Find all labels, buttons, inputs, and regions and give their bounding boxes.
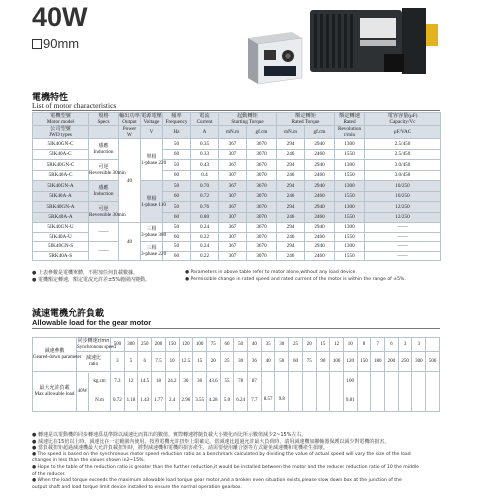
value-cell: 0.24 xyxy=(191,242,219,252)
value-cell: 3670 xyxy=(247,223,277,233)
square-icon xyxy=(32,39,42,49)
ratio-cell: 12.5 xyxy=(179,352,193,372)
note: ● 當負載扭矩超過減速機最大允許負載扭矩時，將對減速機和電機的損害產生，請需要使用離合器等方式避免減速機和電機產生損壞。 xyxy=(32,445,328,452)
value-cell: 60 xyxy=(163,170,191,181)
divider xyxy=(32,110,440,111)
value-cell: 12/250 xyxy=(365,202,441,213)
value-cell: 3070 xyxy=(247,232,277,242)
value-cell: 294 xyxy=(277,139,305,150)
load-label-cell: 最大允許負載 Max allowable load xyxy=(33,372,77,412)
value-cell: 307 xyxy=(219,251,247,261)
value-cell: 0.43 xyxy=(191,160,219,171)
value-cell: 1300 xyxy=(335,202,365,213)
model-cell: 5IK40GN-U xyxy=(33,223,89,233)
ratio-label-cell: 減速比 ratio xyxy=(77,352,111,372)
header-cell: gf.cm xyxy=(247,126,277,139)
load-cell: 24.2 2.4 xyxy=(165,372,179,412)
model-cell: 5IK40A-C xyxy=(33,149,89,160)
value-cell: 50 xyxy=(163,223,191,233)
value-cell: 10/250 xyxy=(365,191,441,202)
value-cell: —— xyxy=(365,242,441,252)
value-cell: 2940 xyxy=(305,181,335,192)
value-cell: 1550 xyxy=(335,191,365,202)
value-cell: 3670 xyxy=(247,202,277,213)
value-cell: 307 xyxy=(219,232,247,242)
value-cell: 294 xyxy=(277,202,305,213)
notes-allowable-load xyxy=(32,432,457,491)
load-cell xyxy=(371,372,385,412)
value-cell: 2.5/450 xyxy=(365,139,441,150)
ratio-cell: 25 xyxy=(220,352,234,372)
value-cell: 294 xyxy=(277,223,305,233)
value-cell: 2460 xyxy=(305,232,335,242)
header-cell: μF/VAC xyxy=(365,126,441,139)
value-cell: 3.0/450 xyxy=(365,170,441,181)
value-cell: 0.4 xyxy=(191,170,219,181)
power-unit-cell xyxy=(77,372,111,412)
header-cell: 電源電壓 Voltage xyxy=(141,113,162,125)
table-row xyxy=(33,181,441,192)
sync-speed-cell: 40 xyxy=(248,338,262,352)
value-cell: 2.5/450 xyxy=(365,149,441,160)
unit-kgcm: kg.cm xyxy=(93,379,106,384)
sync-speed-cell: 10 xyxy=(343,338,357,352)
ratio-cell: 500 xyxy=(426,352,440,372)
load-cell: 78 6.24 xyxy=(234,372,248,412)
table-row xyxy=(33,242,441,252)
header-cell: V xyxy=(141,126,163,139)
model-cell: 5RK40A-C xyxy=(33,170,89,181)
ratio-cell: 10 xyxy=(165,352,179,372)
value-cell: 60 xyxy=(163,251,191,261)
value-cell: 367 xyxy=(219,160,247,171)
note: of the reducer. xyxy=(32,471,66,477)
value-cell: 0.33 xyxy=(191,149,219,160)
load-cell xyxy=(302,372,316,412)
value-cell: —— xyxy=(365,232,441,242)
value-cell: 246 xyxy=(277,251,305,261)
value-cell: 294 xyxy=(277,181,305,192)
value-cell: 3070 xyxy=(247,191,277,202)
value-cell: 367 xyxy=(219,139,247,150)
load-cell: 14.5 1.43 xyxy=(138,372,152,412)
value-cell: 367 xyxy=(219,242,247,252)
load-cell: 12 1.18 xyxy=(124,372,138,412)
sync-speed-cell: 150 xyxy=(165,338,179,352)
ratio-cell: 150 xyxy=(357,352,371,372)
ratio-cell: 250 xyxy=(398,352,412,372)
sync-speed-cell: 20 xyxy=(302,338,316,352)
load-cell: 30 2.96 xyxy=(179,372,193,412)
value-cell: 246 xyxy=(277,191,305,202)
value-cell: 0.80 xyxy=(191,212,219,223)
sync-speed-cell: 30 xyxy=(275,338,289,352)
note: changes in less than the values shown in2~15%. xyxy=(32,458,145,464)
value-cell: 0.24 xyxy=(191,223,219,233)
value-cell: 60 xyxy=(163,212,191,223)
value-cell: 1300 xyxy=(335,181,365,192)
ratio-cell: 120 xyxy=(343,352,357,372)
ratio-cell: 300 xyxy=(412,352,426,372)
speed-controller-image xyxy=(248,32,302,84)
value-cell: 0.22 xyxy=(191,251,219,261)
sync-speed-cell: 300 xyxy=(124,338,138,352)
sync-speed-cell: 500 xyxy=(111,338,125,352)
value-cell: 246 xyxy=(277,170,305,181)
spec-cell: 可逆 Reversible 30min xyxy=(89,160,119,181)
value-cell: 2460 xyxy=(305,170,335,181)
value-cell: 294 xyxy=(277,242,305,252)
spec-cell: 感應 Induction xyxy=(89,181,119,202)
sync-speed-cell xyxy=(426,338,440,352)
header-cell: 公司型號 JWD types xyxy=(33,126,89,139)
header-cell: Hz xyxy=(163,126,191,139)
header-cell: mN.m xyxy=(219,126,247,139)
header-cell: mN.m xyxy=(277,126,305,139)
value-cell: 0.72 xyxy=(191,191,219,202)
value-cell: 50 xyxy=(163,160,191,171)
ratio-cell: 40 xyxy=(261,352,275,372)
value-cell: 246 xyxy=(277,212,305,223)
output-power-cell: 40 xyxy=(119,139,141,223)
spec-cell: —— xyxy=(89,223,119,242)
ratio-cell: 3 xyxy=(111,352,125,372)
header-cell: Power W xyxy=(119,126,141,139)
value-cell: 0.76 xyxy=(191,202,219,213)
model-cell: 5IK40A-U xyxy=(33,232,89,242)
load-cell: 87 7.7 xyxy=(248,372,262,412)
allowable-load-table xyxy=(32,337,440,412)
geared-label-cell: 減速參數 Geared-down parameter xyxy=(33,338,77,372)
load-cell: 8.57 xyxy=(261,372,275,412)
header-cell: 起動轉矩 Starting Torque xyxy=(219,113,277,126)
page-title: 40W xyxy=(32,2,88,32)
model-cell: 5IK40GN-A xyxy=(33,181,89,192)
value-cell: 246 xyxy=(277,149,305,160)
section-subtitle-allowable-load: Allowable load for the gear motor xyxy=(32,318,152,327)
value-cell: 1300 xyxy=(335,242,365,252)
ratio-cell: 100 xyxy=(330,352,344,372)
sync-speed-cell: 15 xyxy=(316,338,330,352)
motor-characteristics-table xyxy=(32,112,441,261)
ratio-cell: 60 xyxy=(289,352,303,372)
note: ● Hope to the table of the reduction ratio is greater than the further reduction,it would be installed between the motor and the reducer reduction ratio of 10 the middle xyxy=(32,464,419,470)
value-cell: 2940 xyxy=(305,223,335,233)
load-cell xyxy=(412,372,426,412)
ratio-cell: 50 xyxy=(275,352,289,372)
header-cell: A xyxy=(191,126,219,139)
sync-speed-cell: 100 xyxy=(193,338,207,352)
value-cell: 1300 xyxy=(335,160,365,171)
header-cell: 輸出功率 Output xyxy=(119,113,140,125)
voltage-cell: 單相 1-phase 220 xyxy=(141,139,163,181)
value-cell: 12/250 xyxy=(365,212,441,223)
sync-speed-cell: 75 xyxy=(206,338,220,352)
ratio-cell: 90 xyxy=(316,352,330,372)
note: ● The speed is based on the synchronous motor speed reduction ratio as a benchmark calculated by dividing the value of actual speed will vary the size of the load xyxy=(32,451,411,457)
table-row xyxy=(33,139,441,150)
gear-motor-image xyxy=(310,8,438,74)
ratio-cell: 7.5 xyxy=(152,352,166,372)
header-cell: 規格 Specs xyxy=(89,113,119,126)
ratio-cell: 20 xyxy=(206,352,220,372)
sync-speed-cell: 50 xyxy=(234,338,248,352)
model-cell: 5RK40GN-C xyxy=(33,160,89,171)
note: ● 上表參數是電機單體，不附加任何負載數據。 xyxy=(32,270,138,276)
value-cell: 3.0/450 xyxy=(365,160,441,171)
load-cell: 100 9.81 xyxy=(343,372,357,412)
sync-speed-cell: 60 xyxy=(220,338,234,352)
header-cell: 頻率 Frequency xyxy=(163,113,191,126)
value-cell: 1550 xyxy=(335,149,365,160)
ratio-cell: 15 xyxy=(193,352,207,372)
header-cell: 額定轉速 Rated xyxy=(335,113,365,126)
motor-product-image xyxy=(240,4,440,88)
table-row xyxy=(33,202,441,213)
model-cell: 5RK40A-S xyxy=(33,251,89,261)
voltage-cell: 三相 3-phase 220 xyxy=(141,242,163,261)
value-cell: 3670 xyxy=(247,181,277,192)
note: ● 減速比在15倍以上時，減速比在一定範圍內使用，按照電機允許扭矩上限確定。當減速比超過允許最大負荷時，請用減速機加聯軸器保護以減少對電機的損害。 xyxy=(32,438,390,445)
model-cell: 5RK40A-A xyxy=(33,212,89,223)
voltage-cell: 單相 1-phase 110 xyxy=(141,181,163,223)
value-cell: 2940 xyxy=(305,202,335,213)
value-cell: 1550 xyxy=(335,232,365,242)
value-cell: 3070 xyxy=(247,251,277,261)
value-cell: 246 xyxy=(277,232,305,242)
header-cell: gf.cm xyxy=(305,126,335,139)
section-title-motor-characteristics: 電機特性 xyxy=(32,92,69,102)
table-row xyxy=(33,160,441,171)
sync-speed-cell: 35 xyxy=(261,338,275,352)
spec-cell: 可逆 Reversible 30min xyxy=(89,202,119,223)
ratio-cell: 75 xyxy=(302,352,316,372)
ratio-cell: 36 xyxy=(248,352,262,372)
value-cell: 60 xyxy=(163,232,191,242)
load-cell xyxy=(385,372,399,412)
sync-label-cell: 同步轉速r/mn Synchronous speed xyxy=(77,338,116,350)
value-cell: 1300 xyxy=(335,139,365,150)
value-cell: 10/250 xyxy=(365,181,441,192)
value-cell: 2940 xyxy=(305,160,335,171)
sync-speed-cell: 6 xyxy=(385,338,399,352)
value-cell: 2460 xyxy=(305,149,335,160)
value-cell: 367 xyxy=(219,202,247,213)
note: ● Parameters in above table refer to motor alone,without any load device. xyxy=(185,270,357,275)
model-cell: 5IK40A-A xyxy=(33,191,89,202)
value-cell: 2460 xyxy=(305,212,335,223)
value-cell: 50 xyxy=(163,242,191,252)
value-cell: 367 xyxy=(219,223,247,233)
value-cell: 2460 xyxy=(305,251,335,261)
power-cell: 40W xyxy=(77,373,89,411)
section-title-allowable-load: 減速電機允許負載 xyxy=(32,308,105,318)
value-cell: 307 xyxy=(219,191,247,202)
load-cell: 36 3.55 xyxy=(193,372,207,412)
load-cell xyxy=(316,372,330,412)
load-cell: 55 5.0 xyxy=(220,372,234,412)
sync-speed-cell: 3 xyxy=(398,338,412,352)
value-cell: 307 xyxy=(219,149,247,160)
ratio-cell: 6 xyxy=(138,352,152,372)
sync-speed-cell: 250 xyxy=(138,338,152,352)
shaft-size-value: 90mm xyxy=(43,36,80,51)
load-cell: 18 1.77 xyxy=(152,372,166,412)
value-cell: 50 xyxy=(163,202,191,213)
sync-speed-cell: 8 xyxy=(357,338,371,352)
value-cell: 50 xyxy=(163,181,191,192)
load-cell: 7.3 0.72 xyxy=(111,372,125,412)
load-cell xyxy=(289,372,303,412)
header-cell xyxy=(89,126,119,139)
divider xyxy=(32,328,440,329)
value-cell: 3070 xyxy=(247,170,277,181)
note: ● When the load torque exceeds the maximum allowable load torque gear motor,and a broken even situation exists,please slow down box at the junction of the xyxy=(32,478,402,484)
ratio-cell: 200 xyxy=(385,352,399,372)
model-cell: 5IK40GN-C xyxy=(33,139,89,150)
load-cell: 9.8 xyxy=(275,372,289,412)
output-power-cell: 40 xyxy=(119,223,141,261)
value-cell: 294 xyxy=(277,160,305,171)
load-cell xyxy=(398,372,412,412)
spec-cell: 感應 Induction xyxy=(89,139,119,160)
ratio-cell: 5 xyxy=(124,352,138,372)
header-cell: 電機型號 Motor model xyxy=(33,113,89,126)
value-cell: 1300 xyxy=(335,223,365,233)
sync-speed-cell: 12 xyxy=(330,338,344,352)
value-cell: 2940 xyxy=(305,242,335,252)
value-cell: 307 xyxy=(219,212,247,223)
table-row xyxy=(33,223,441,233)
value-cell: 2460 xyxy=(305,191,335,202)
value-cell: 1550 xyxy=(335,212,365,223)
load-cell xyxy=(426,372,440,412)
model-cell: 5IK40GN-S xyxy=(33,242,89,252)
value-cell: 0.70 xyxy=(191,181,219,192)
load-cell xyxy=(357,372,371,412)
value-cell: 1550 xyxy=(335,251,365,261)
value-cell: 0.35 xyxy=(191,139,219,150)
value-cell: 60 xyxy=(163,149,191,160)
header-cell: 額定轉矩 Rated Torque xyxy=(277,113,335,126)
note: ● Permissible change in rated speed and rated current of the motor is within the range of ±5%. xyxy=(185,276,406,282)
note: ● 電機額定轉速，額定電流允許差±5%範圍內變動。 xyxy=(32,276,151,283)
sync-speed-cell: 3 xyxy=(412,338,426,352)
value-cell: —— xyxy=(365,223,441,233)
note: ● 轉速是以電動機的同步轉速爲基準除以減速比而算出的數值。實際轉速將隨負載大小變化而比所示數值減少2~15%左右。 xyxy=(32,432,307,438)
unit-nm: N.m xyxy=(95,398,104,403)
voltage-cell: 三相 3-phase 380 xyxy=(141,223,163,242)
shaft-size xyxy=(32,36,79,51)
value-cell: 367 xyxy=(219,181,247,192)
header-cell: Revolution r/min xyxy=(335,126,365,139)
value-cell: 3670 xyxy=(247,242,277,252)
value-cell: —— xyxy=(365,251,441,261)
notes-motor-table-en xyxy=(185,270,465,283)
spec-cell: —— xyxy=(89,242,119,261)
section-subtitle-motor-characteristics: List of motor characteristics xyxy=(32,101,117,110)
ratio-cell: 30 xyxy=(234,352,248,372)
load-cell xyxy=(330,372,344,412)
value-cell: 60 xyxy=(163,191,191,202)
ratio-cell: 180 xyxy=(371,352,385,372)
value-cell: 0.22 xyxy=(191,232,219,242)
value-cell: 1550 xyxy=(335,170,365,181)
sync-speed-cell: 25 xyxy=(289,338,303,352)
sync-speed-cell: 200 xyxy=(152,338,166,352)
load-cell: 43.6 4.28 xyxy=(206,372,220,412)
value-cell: 307 xyxy=(219,170,247,181)
note: output shaft and load torque limit device installed to ensure the normal operation gearbox. xyxy=(32,484,242,490)
value-cell: 50 xyxy=(163,139,191,150)
value-cell: 3070 xyxy=(247,149,277,160)
value-cell: 3070 xyxy=(247,212,277,223)
header-cell: 電流 Current xyxy=(191,113,219,126)
header-cell: 電容容量(μF) Capacity/Vc xyxy=(365,113,441,126)
sync-speed-cell: 7 xyxy=(371,338,385,352)
value-cell: 3670 xyxy=(247,139,277,150)
model-cell: 5RK40GN-A xyxy=(33,202,89,213)
value-cell: 3670 xyxy=(247,160,277,171)
sync-speed-cell: 120 xyxy=(179,338,193,352)
value-cell: 2940 xyxy=(305,139,335,150)
